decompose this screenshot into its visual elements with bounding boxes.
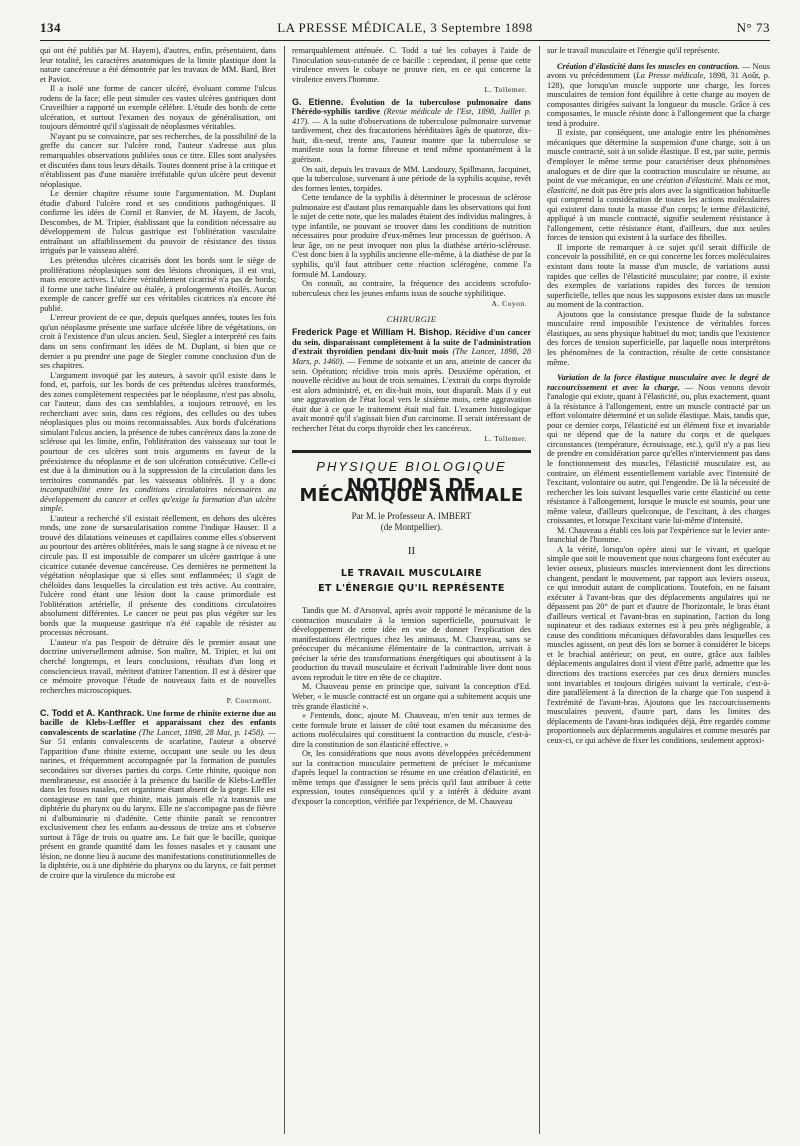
column-divider-1	[284, 46, 285, 1134]
article-title: Évolution de la tuberculose pulmonaire dans l'hérédo-syphilis tardive	[292, 97, 531, 117]
paragraph: L'erreur provient de ce que, depuis quelques années, toutes les fois qu'un néoplasme présente une surface ulcérée libre de végétations, on croit à l'existence d'un ulcus ancien. Seul, Siegler a interprété ces faits dans un sens confirmant les idées de M. Duplant, si bien que ce dernier a pu prendre une page de Siegler comme conclusion d'un de ses chapitres.	[40, 313, 276, 371]
chapter-number: II	[407, 544, 416, 557]
article-citation: (The Lancet, 1898, 28 Mars, p. 1460).	[292, 347, 531, 366]
signature: L. Tollemer.	[484, 85, 527, 95]
journal-title: LA PRESSE MÉDICALE, 3 Septembre 1898	[277, 20, 533, 35]
rubric-heading: CHIRURGIE	[386, 313, 437, 324]
article-title: Récidive d'un cancer du sein, disparaissant complètement à la suite de l'administration d'extrait thyroïdien pendant dix-huit mois	[292, 328, 531, 357]
paragraph: On connaît, au contraire, la fréquence des accidents scrofulo-tuberculeux chez les jeunes enfants issus de souche syphilitique.	[292, 279, 531, 298]
article-body: — Sur 51 enfants convalescents de scarlatine, l'auteur a observé l'apparition d'une rhinite externe, occupant une seule ou les deux narines, et fréquemment accompagnée par la formation de pustules secondaires sur diverses parties du corps. Cette rhinite, quoique non membraneuse, est associée à la présence du bacille de Klebs-Lœffler dans les fosses nasales, cet organisme étant absent de la gorge. Elle est contagieuse en tant que rhinite, mais jamais elle n'a transmis une diphtérie du pharynx ou du larynx. Elle ne s'accompagne pas de fièvre ni d'albuminurie ni d'adénite. Cette rhinite paraît se rencontrer exclusivement chez les enfants au-dessous de treize ans et s'observe surtout à l'âge de trois ou quatre ans. Le fait que le bacille, quoique présent en grande quantité dans les fosses nasales et y causant une lésion, ne donne lieu à aucune des manifestations constitutionnelles de la diphtérie, ou à une diphtérie du pharynx ou du larynx, ce fait permet de croire que la virulence du microbe est	[40, 727, 276, 881]
paragraph: M. Chauveau pense en principe que, suivant la conception d'Ed. Weber, « le muscle contracté est un organe qui a subitement acquis une très grande élasticité ».	[292, 682, 531, 711]
signature: A. Coyon.	[491, 299, 527, 309]
paragraph: Le dernier chapitre résume toute l'argumentation. M. Duplant étudie d'abord l'ulcère rond et ses conditions pathogéniques. Il confirme les idées de Cornil et Ranvier, de M. Hayem, de Jacob, Descombes, de M. Tripier, établissant que la condition nécessaire au développement de l'ulcus gastrique est l'oblitération vasculaire entraînant un affaiblissement du pouvoir de résistance des tissus irrigués par le vaisseau altéré.	[40, 189, 276, 256]
section-title: PHYSIQUE BIOLOGIQUE	[316, 458, 507, 474]
run-in-heading: Variation de la force élastique musculaire avec le degré de raccourcissement et avec la charge.	[547, 373, 770, 392]
article-body: — A la suite d'observations de tuberculose pulmonaire survenue tardivement, chez des fracastoriens héréditaires âgés de quatorze, dix-huit, dix-neuf, trente ans, l'auteur montre que la tuberculose se manifeste sous la forme fibreuse et tend même spontanément à la guérison.	[292, 116, 531, 165]
review-article	[40, 709, 276, 881]
paragraph: Variation de la force élastique musculaire avec le degré de raccourcissement et avec la charge. — Nous venons devoir l'analogie qui existe, quant à l'élasticité, ou, plus exactement, quant à la résistance à l'allongement, entre un muscle contracté par un effort volontaire déterminé et un solide élastique. Mais, tandis que, pour ce dernier corps, l'élasticité est un élément fixe et invariable qui ne dépend que de la nature du corps et de quelques circonstances (température, écrouissage, etc.), qu'il n'y a pas lieu de prendre en considération parce qu'elles n'interviennent pas dans le fonctionnement des muscles, l'élasticité musculaire est, au contraire, un élément essentiellement variable avec l'intensité de l'excitant, volontaire ou autre, qui l'engendre. De là la nécessité de rechercher les lois suivant lesquelles varie cette élasticité ou cette résistance à l'allongement, lorsque le muscle est soumis, pour une même valeur, d'ailleurs quelconque, de l'excitant, à des charges croissantes, et lorsque l'excitant varie lui-même d'intensité.	[547, 373, 770, 526]
paragraph: L'auteur n'a pas l'espoir de détruire dès le premier assaut une doctrine universellement admise. Son maître, M. Tripier, et lui ont cherché longtemps, et leurs conclusions, résultats d'un long et consciencieux travail, méritent d'attirer l'attention. Il est à désirer que ce mémoire provoque l'étude de nouveaux faits et de nouvelles recherches microscopiques.	[40, 637, 276, 695]
paragraph: « J'entends, donc, ajoute M. Chauveau, m'en tenir aux termes de cette formule brute et laisser de côté tout examen du mécanisme des actions moléculaires qui constituent la contraction du muscle, c'est-à-dire la constitution de son élasticité effective. »	[292, 711, 531, 749]
paragraph: Or, les considérations que nous avons développées précédemment sur la contraction musculaire permettent de préciser le mécanisme d'après lequel la contraction se résume en une création d'élasticité, en même temps que d'assigner le sens précis qu'il faut attribuer à cette expression, toutes conséquences qu'il y a intérêt à déduire avant d'exposer la conception, vérifiée par l'expérience, de M. Chauveau	[292, 749, 531, 806]
signature: L. Tollemer.	[484, 434, 527, 444]
article-authors: G. Etienne.	[292, 96, 344, 107]
paragraph: A la vérité, lorsqu'on opère ainsi sur le vivant, et quelque simple que soit le mouvement que nous chargeons font exécuter au levier osseux, plusieurs muscles interviennent dont les directions changent, pendant le mouvement, par rapport aux leviers osseux, ce qui introduit autant de complications. Toutefois, en ne faisant exécuter à l'avant-bras que des déplacements angulaires qui ne dépassent pas 20° de part et d'autre de l'horizontale, le bras étant d'ailleurs vertical et l'avant-bras en supination, l'action du long supinateur et des radiaux externes est à peu près négligeable, à cause des conditions mécaniques défavorables dans lesquelles ces muscles agissent, on peut dès lors se borner à considérer le biceps et le brachial antérieur; on peut, en outre, grâce aux faibles déplacements angulaires dont il vient d'être parlé, admettre que les directions des tractions exercées par ces deux derniers muscles sont invariables et toujours dirigées suivant la verticale, c'est-à-dire parallèlement à la direction de la charge que l'on suspend à l'extrémité de l'avant-bras. Ajoutons que les raccourcissements musculaires peuvent, d'autre part, dans les limites des déplacements de l'avant-bras indiquées déjà, être regardés comme proportionnels aux déplacements angulaires et comme mesurés par ceux-ci, ce qui achève de fixer les conditions, seulement approxi-	[547, 544, 770, 745]
header-rule	[40, 40, 770, 41]
article-authors: C. Todd et A. Kanthrack.	[40, 707, 145, 718]
byline: Par M. le Professeur A. IMBERT (de Montpellier).	[351, 510, 472, 532]
paragraph: Il existe, par conséquent, une analogie entre les phénomènes mécaniques que détermine la suspension d'une charge, soit à un muscle contracté, soit à un solide élastique. Il est, par suite, permis d'employer le même terme pour caractériser deux phénomènes analogues et de dire que la contraction musculaire se résume, au point de vue mécanique, en une création d'élasticité. Mais ce mot, élasticité, ne doit pas être pris alors avec la signification habituelle qui comprend la considération de toutes les actions moléculaires qui existent dans toute la masse d'un corps; le terme d'élasticité, appliqué à un muscle contracté, signifie seulement résistance à l'allongement, cette résistance étant, d'ailleurs, due aux seules forces de tension qui existent à la surface des fibrilles.	[547, 128, 770, 243]
page-number: 134	[40, 20, 61, 35]
main-article-title: NOTIONS DE MÉCANIQUE ANIMALE	[299, 475, 524, 506]
paragraph: L'argument invoqué par les auteurs, à savoir qu'il existe dans le fond, et, parfois, sur les bords de ces prétendus ulcères transformés, des zones complètement respectées par le néoplasme, n'est pas absolu, car l'auteur, dans des cas semblables, a toujours retrouvé, en les recherchant avec soin, dans ces régions, des cellules ou des tubes néoplasiques plus ou moins reconnaissables. Aux bords d'ulcérations simulant l'ulcus ancien, la présence de tubes cancéreux dans la zone de sclérose qui les limite, enfin, l'oblitération des vaisseaux sur tout le pourtour de ces ulcères sont trois arguments en faveur de la préexistence du néoplasme et de son ulcération consécutive. Celle-ci est due à la diminution ou à la suppression de la circulation dans les territoires commandés par les vaisseaux oblitérés. Il y a donc incompatibilité entre les conditions circulatoires nécessaires au développement du cancer et celles qu'exige la formation d'un ulcère simple.	[40, 370, 276, 514]
column-divider-2	[539, 46, 540, 1134]
column-1	[40, 46, 276, 1136]
column-2	[292, 46, 531, 1136]
paragraph: M. Chauveau a établi ces lois par l'expérience sur le levier ante-branchial de l'homme.	[547, 525, 770, 545]
article-citation: (Revue médicale de l'Est, 1898, Juillet p. 417).	[292, 107, 531, 126]
section-rule	[292, 450, 531, 453]
chapter-title: LE TRAVAIL MUSCULAIRE ET L'ÉNERGIE QU'IL REPRÉSENTE	[318, 568, 505, 595]
paragraph: Création d'élasticité dans les muscles en contraction. — Nous avons vu précédemment (La Presse médicale, 1898, 31 Août, p. 128), que lorsqu'un muscle supporte une charge, les forces musculaires de tension font équilibre à cette charge au moyen de composantes dirigées suivant la longueur du muscle. Grâce à ces composantes, le muscle résiste donc à l'allongement que la charge tend à produire.	[547, 61, 770, 128]
paragraph: L'auteur a recherché s'il existait réellement, en dehors des ulcères ronds, une zone de sursacularisation comme l'indique Hauser. Il a trouvé des dilatations veineuses et capillaires comme elles s'observent au pourtour des artères oblitérées, mais le sang stagne à ce niveau et ne circule pas. Il est impossible de comparer un ulcère gastrique à une cicatrice cutanée devenue cancéreuse. Ces dernières ne permettent la végétation néoplasique que si elles sont enflammées; il s'agit de chéloïdes dans lesquelles la circulation est très active. Au contraire, l'ulcère rond étant une lésion dont la cause primordiale est l'oblitération artérielle, il présente des conditions circulatoires absolument différentes. Le cancer ne peut pas plus végéter sur les bords que la muqueuse gastrique n'a été capable de résister au processus nécrosant.	[40, 513, 276, 638]
review-article	[292, 328, 531, 433]
review-article	[292, 98, 531, 165]
article-body: — Femme de soixante et un ans, atteinte de cancer du sein. Opération; récidive trois mois après. Deuxième opération, et nouvelle récidive au bout de trois semaines. L'extrait du corps thyroïde est alors administré, et, en dix-huit mois, tout disparaît. Mais il y eut une aggravation de l'état local vers le sixième mois, cette aggravation était due à ce que le traitement était mal fait. L'examen histologique avait montré qu'il s'agissait bien d'un carcinome. Il serait intéressant de rechercher l'état du corps thyroïde chez les cancéreux.	[292, 356, 531, 433]
article-title: Une forme de rhinite externe due au bacille de Klebs-Lœffler et apparaissant chez des enfants convalescents de scarlatine	[40, 708, 276, 737]
issue-number: N° 73	[736, 20, 770, 35]
article-authors: Frederick Page et William H. Bishop.	[292, 327, 453, 338]
paragraph: On sait, depuis les travaux de MM. Landouzy, Spillmann, Jacquinet, que la tuberculose, survenant à une période de la syphilis acquise, revêt des formes lentes, torpides.	[292, 164, 531, 193]
column-3	[547, 46, 770, 1136]
signature: P. Courmont.	[226, 696, 272, 706]
article-citation: (The Lancet, 1898, 28 Mai, p. 1458).	[138, 727, 265, 737]
paragraph: Ajoutons que la consistance presque fluide de la substance musculaire rend impossible l'existence de véritables forces élastiques, au sens physique habituel du mot; tandis que l'existence des forces de tension superficielle, par laquelle nous interprétons les phénomènes de la contraction, résulte de cette consistance même.	[547, 309, 770, 367]
paragraph: Tandis que M. d'Arsonval, après avoir rapporté le mécanisme de la contraction musculaire à la tension superficielle, poursuivait le développement de cette idée en vue de donner l'explication des manifestations électriques chez les animaux, M. Chauveau, sans se préoccuper du mécanisme élémentaire de la contraction, arrivait à préciser la série des transformations énergétiques qui aboutissent à la production du travail musculaire et écrivait l'admirable livre dont nous avons reproduit le titre en tête de ce chapitre.	[292, 606, 531, 682]
paragraph: N'ayant pu se convaincre, par ses recherches, de la possibilité de la greffe du cancer sur l'ulcère rond, l'auteur s'adresse aux plus remarquables observations publiées sous ce titre. Elles sont analysées et discutées dans tous leurs détails. Toutes donnent prise à la critique et n'établissent pas d'une manière irréfutable qu'un ulcère peut devenir néoplasique.	[40, 131, 276, 189]
run-in-heading: Création d'élasticité dans les muscles en contraction.	[557, 61, 740, 71]
paragraph: remarquablement atténuée. C. Todd a tué les cobayes à l'aide de l'inoculation sous-cutanée de ce bacille : cependant, il pense que cette virulence envers le cobaye ne prouve rien, en ce qui concerne la virulence envers l'homme.	[292, 46, 531, 84]
paragraph: sur le travail musculaire et l'énergie qu'il représente.	[547, 46, 720, 55]
paragraph: Il importe de remarquer à ce sujet qu'il serait difficile de concevoir la possibilité, en ce qui concerne les forces moléculaires existant dans toute la masse d'un muscle, de variations aussi rapides que celles de l'élasticité musculaire; par contre, il existe des exemples de variations rapides des forces de tension superficielle, telles que nous les supposons exister dans un muscle au moment de la contraction.	[547, 242, 770, 310]
paragraph: Il a isolé une forme de cancer ulcéré, évoluant comme l'ulcus rodens de la face; elle peut simuler ces vastes ulcères gastriques dont Cruveilhier a rapporté un exemple célèbre. L'étude des bords de cette ulcération, et surtout l'examen des noyaux de généralisation, ont toujours démontré qu'il s'agissait de néoplasmes véritables.	[40, 84, 276, 132]
paragraph: Les prétendus ulcères cicatrisés dont les bords sont le siège de proliférations néoplasiques sont des lésions chroniques, il est vrai, mais encore actives. L'ulcère véritablement cicatrisé n'a pas de bords; il forme une tache linéaire ou étalée, à prolongements étoilés. Aucun exemple de cancer greffé sur ces véritables cicatrices n'a encore été publié.	[40, 256, 276, 313]
paragraph: qui ont été publiés par M. Hayem), d'autres, enfin, présentaient, dans leur totalité, les caractères anatomiques de la limite plastique dont la nature cancéreuse a été démontrée par les travaux de MM. Bard, Bret et Paviot.	[40, 46, 276, 84]
paragraph: Cette tendance de la syphilis à déterminer le processus de sclérose pulmonaire est d'autant plus remarquable dans les observations qui font le sujet de cette note, que les malades étaient des individus malingres, à type infantile, ne pouvant se trouver dans les conditions de nutrition nécessaires pour produire d'eux-mêmes leur processus de guérison. A leur âge, on ne peut invoquer non plus la diathèse artério-scléreuse. C'est donc bien à la syphilis ancienne elle-même, à la diathèse de par la syphilis, qu'il faut attribuer cette réaction sclérogène, comme l'a formulé M. Landouzy.	[292, 193, 531, 279]
page-header	[40, 20, 770, 36]
